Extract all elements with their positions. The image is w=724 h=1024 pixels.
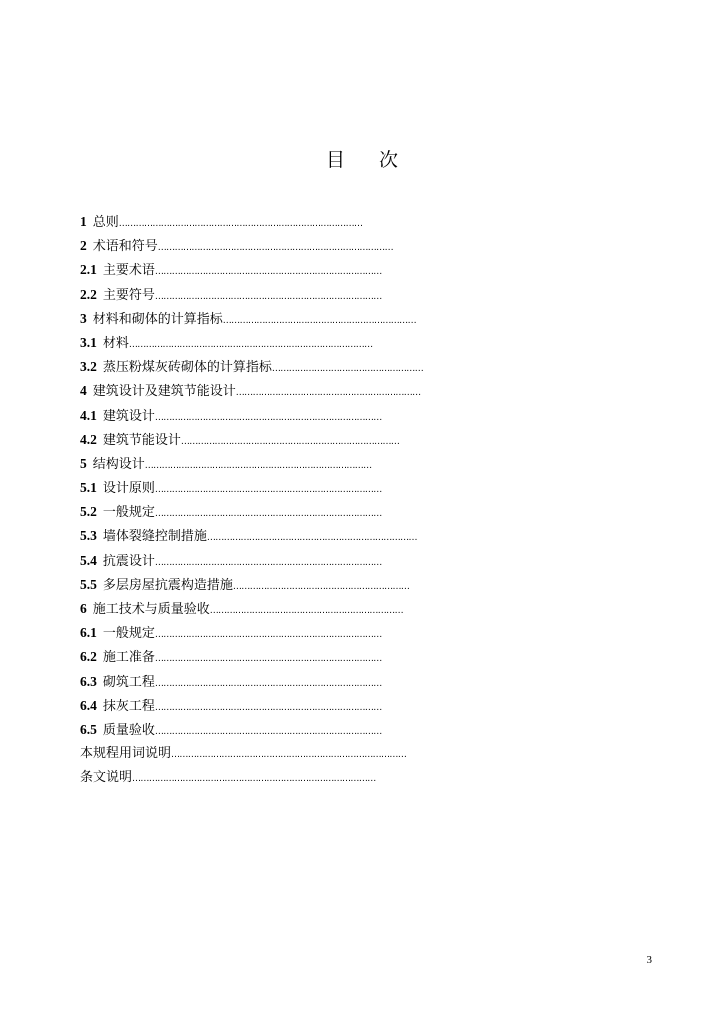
toc-entry-leader: ……………………………………………… bbox=[271, 364, 424, 375]
toc-entry bbox=[80, 718, 640, 742]
toc-entry-number: 5.1 bbox=[80, 480, 97, 496]
toc-entry bbox=[80, 210, 640, 234]
toc-entry-leader: ……………………………………………………………………… bbox=[154, 702, 382, 713]
toc-entry bbox=[80, 645, 640, 669]
toc-entry-number: 4 bbox=[80, 383, 87, 399]
toc-entry bbox=[80, 742, 640, 766]
toc-entry bbox=[80, 694, 640, 718]
toc-entry bbox=[80, 331, 640, 355]
toc-entry bbox=[80, 355, 640, 379]
toc-entry-title: 材料 bbox=[102, 335, 129, 351]
toc-entry-number: 5.4 bbox=[80, 552, 97, 568]
toc-entry-leader: …………………………………………………………… bbox=[222, 315, 416, 326]
toc-entry bbox=[80, 500, 640, 524]
toc-entry bbox=[80, 670, 640, 694]
toc-entry-leader: ………………………………………………………… bbox=[235, 388, 421, 399]
toc-entry-leader: …………………………………………………………………………… bbox=[128, 339, 373, 350]
toc-entry-number: 6 bbox=[80, 601, 87, 616]
toc-entry-leader: ……………………………………………………………………… bbox=[154, 654, 382, 665]
toc-entry-leader: ……………………………………………………………………… bbox=[154, 630, 382, 641]
toc-entry-title: 砌筑工程 bbox=[102, 674, 155, 690]
toc-entry-number: 6.1 bbox=[80, 625, 97, 641]
toc-entry bbox=[80, 452, 640, 476]
toc-entry-title: 施工技术与质量验收 bbox=[92, 602, 210, 617]
toc-entry-title: 主要符号 bbox=[102, 287, 155, 303]
toc-entry-title: 墙体裂缝控制措施 bbox=[102, 529, 207, 545]
toc-entry bbox=[80, 524, 640, 548]
toc-entry-number: 3.1 bbox=[80, 334, 97, 350]
toc-entry bbox=[80, 307, 640, 331]
toc-entry-number: 6.2 bbox=[80, 649, 97, 665]
toc-entry bbox=[80, 428, 640, 452]
toc-entry-number: 2.2 bbox=[80, 286, 97, 302]
toc-entry-title: 条文说明 bbox=[80, 770, 133, 786]
toc-entry bbox=[80, 476, 640, 500]
page-number: 3 bbox=[646, 954, 652, 966]
toc-entry bbox=[80, 766, 640, 790]
toc-entry-leader: …………………………………………………………… bbox=[209, 606, 403, 616]
toc-entry-leader: ……………………………………………………………………… bbox=[144, 460, 372, 471]
toc-entry-number: 2 bbox=[80, 238, 87, 254]
toc-entry-leader: ………………………………………………………………………… bbox=[157, 243, 393, 254]
toc-entry-title: 材料和砌体的计算指标 bbox=[92, 311, 223, 327]
toc-entry-leader: ………………………………………………………………………… bbox=[171, 750, 407, 761]
toc-entry-leader: …………………………………………………………………………… bbox=[132, 774, 376, 785]
toc-entry-title: 结构设计 bbox=[92, 456, 145, 472]
toc-entry-number: 1 bbox=[80, 214, 87, 229]
toc-entry bbox=[80, 549, 640, 573]
toc-entry bbox=[80, 283, 640, 307]
toc-entry-title: 多层房屋抗震构造措施 bbox=[102, 577, 233, 593]
toc-entry-number: 3.2 bbox=[80, 359, 97, 375]
toc-entry-title: 本规程用词说明 bbox=[80, 746, 172, 762]
toc-entry-title: 设计原则 bbox=[102, 481, 155, 497]
toc-entry-title: 建筑设计 bbox=[102, 408, 155, 424]
toc-entry-title: 施工准备 bbox=[102, 650, 155, 666]
toc-entry-number: 3 bbox=[80, 310, 87, 326]
toc-entry-leader: ……………………………………………………………………… bbox=[154, 678, 382, 689]
toc-entry bbox=[80, 234, 640, 258]
toc-entry bbox=[80, 597, 640, 621]
toc-entry-number: 6.4 bbox=[80, 697, 97, 713]
toc-entry bbox=[80, 573, 640, 597]
toc-entry-number: 6.5 bbox=[80, 721, 97, 737]
toc-entry-leader: ……………………………………………………………………… bbox=[154, 291, 382, 302]
toc-entry-leader: ……………………………………………………… bbox=[232, 581, 410, 592]
toc-entry-title: 一般规定 bbox=[102, 505, 155, 521]
toc-entry-leader: …………………………………………………………………… bbox=[180, 436, 400, 447]
page-title: 目 次 bbox=[325, 149, 413, 171]
toc-entry-title: 术语和符号 bbox=[92, 239, 158, 255]
toc-entry-leader: ……………………………………………………………………… bbox=[154, 485, 382, 496]
toc-entry-title: 主要术语 bbox=[102, 263, 155, 279]
toc-entry-number: 6.3 bbox=[80, 673, 97, 689]
toc-entry-leader: ……………………………………………………………………… bbox=[154, 726, 382, 737]
toc-entry-title: 建筑设计及建筑节能设计 bbox=[92, 384, 236, 400]
toc-entry-number: 5.2 bbox=[80, 504, 97, 520]
toc-entry bbox=[80, 258, 640, 282]
toc-entry-number: 5 bbox=[80, 455, 87, 471]
toc-entry-title: 建筑节能设计 bbox=[102, 432, 181, 448]
toc-entry-title: 总则 bbox=[92, 215, 119, 230]
toc-entry-title: 一般规定 bbox=[102, 626, 155, 642]
toc-entry-number: 4.1 bbox=[80, 407, 97, 423]
toc-entry-leader: ……………………………………………………………………… bbox=[154, 557, 382, 568]
table-of-contents bbox=[80, 210, 640, 791]
toc-entry-leader: …………………………………………………………………………… bbox=[118, 219, 363, 229]
toc-entry-leader: ……………………………………………………………………… bbox=[154, 267, 382, 278]
toc-entry-title: 蒸压粉煤灰砖砌体的计算指标 bbox=[102, 360, 272, 376]
toc-entry-title: 抹灰工程 bbox=[102, 698, 155, 714]
toc-entry-leader: ………………………………………………………………… bbox=[206, 533, 417, 544]
toc-entry bbox=[80, 621, 640, 645]
toc-entry-number: 5.3 bbox=[80, 528, 97, 544]
toc-entry-leader: ……………………………………………………………………… bbox=[154, 412, 382, 423]
toc-entry-number: 2.1 bbox=[80, 262, 97, 278]
toc-entry-title: 抗震设计 bbox=[102, 553, 155, 569]
toc-entry-title: 质量验收 bbox=[102, 722, 155, 738]
toc-entry-number: 5.5 bbox=[80, 576, 97, 592]
toc-entry-leader: ……………………………………………………………………… bbox=[154, 509, 382, 520]
toc-entry bbox=[80, 404, 640, 428]
toc-entry-number: 4.2 bbox=[80, 431, 97, 447]
toc-entry bbox=[80, 379, 640, 403]
